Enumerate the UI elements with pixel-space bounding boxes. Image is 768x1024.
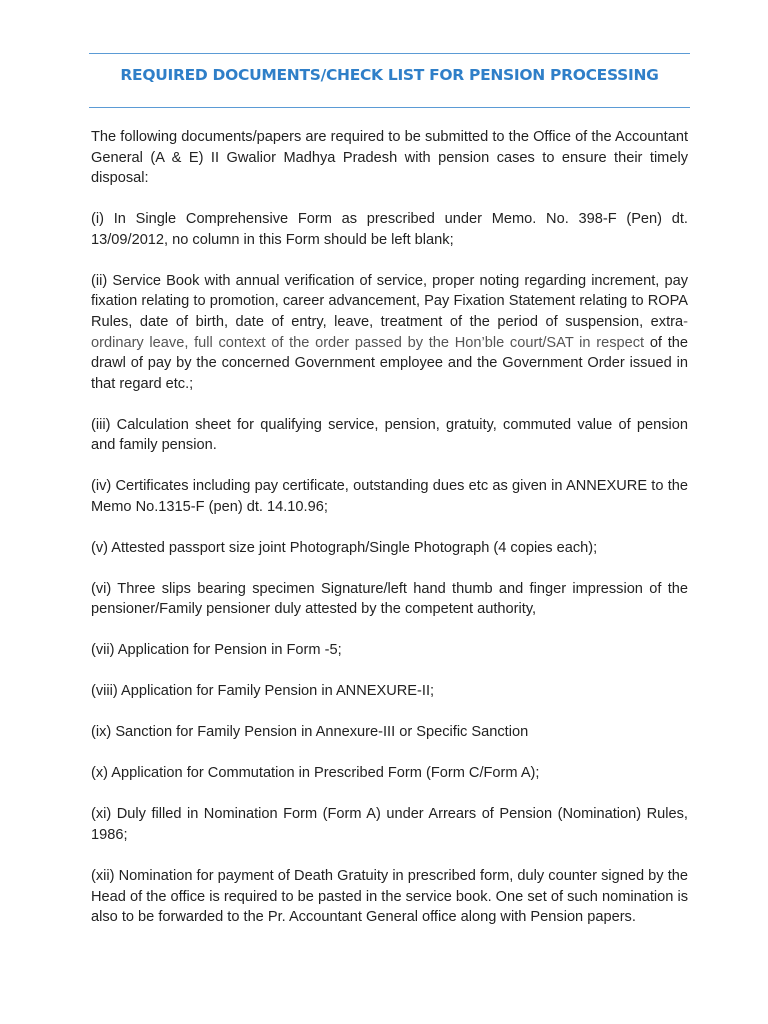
item-v: (v) Attested passport size joint Photograph/Single Photograph (4 copies each); — [91, 539, 598, 556]
item-ix: (ix) Sanction for Family Pension in Annexure-III or Specific Sanction — [91, 724, 529, 741]
item-viii: (viii) Application for Family Pension in ANNEXURE-II; — [91, 683, 435, 700]
item-i: (i) In Single Comprehensive Form as prescribed under Memo. No. 398-F (Pen) dt. 13/09/2012, no column in this Form should be left blank; — [91, 211, 688, 248]
item-xi: (xi) Duly filled in Nomination Form (Form A) under Arrears of Pension (Nomination) Rules, 1986; — [91, 806, 688, 843]
intro-paragraph: The following documents/papers are required to be submitted to the Office of the Accountant General (A & E) II Gwalior Madhya Pradesh with pension cases to ensure their timely disposal: — [91, 129, 688, 187]
item-iii: (iii) Calculation sheet for qualifying service, pension, gratuity, commuted value of pension and family pension. — [91, 416, 688, 454]
item-ii-text-part2: -ordinary leave, full context of the order passed by the Hon’ble court/SAT in respect — [91, 313, 688, 351]
title-top-rule — [89, 53, 690, 54]
title-bottom-rule — [89, 107, 690, 108]
item-x: (x) Application for Commutation in Prescribed Form (Form C/Form A); — [91, 765, 540, 782]
item-ii-text-part3: of the drawl of pay by the concerned Government employee and the Government Order issued in that regard etc.; — [91, 334, 688, 392]
item-vii: (vii) Application for Pension in Form -5; — [91, 642, 342, 659]
item-ii-text-part1: (ii) Service Book with annual verification of service, proper noting regarding increment, pay fixation relating to promotion, career advancement, Pay Fixation Statement relating to ROPA Rules, date of birth, date of entry, leave, treatment of the period of suspension, extra — [91, 272, 688, 330]
item-ii — [91, 271, 688, 395]
document-title: REQUIRED DOCUMENTS/CHECK LIST FOR PENSION PROCESSING — [120, 66, 659, 84]
document-body — [91, 127, 688, 948]
item-iv: (iv) Certificates including pay certificate, outstanding dues etc as given in ANNEXURE to the Memo No.1315-F (pen) dt. 14.10.96; — [91, 478, 688, 515]
item-vi: (vi) Three slips bearing specimen Signature/left hand thumb and finger impression of the pensioner/Family pensioner duly attested by the competent authority, — [91, 580, 688, 618]
item-xii: (xii) Nomination for payment of Death Gratuity in prescribed form, duly counter signed by the Head of the office is required to be pasted in the service book. One set of such nomination is also to be forwarded to the Pr. Accountant General office along with Pension papers. — [91, 867, 688, 926]
